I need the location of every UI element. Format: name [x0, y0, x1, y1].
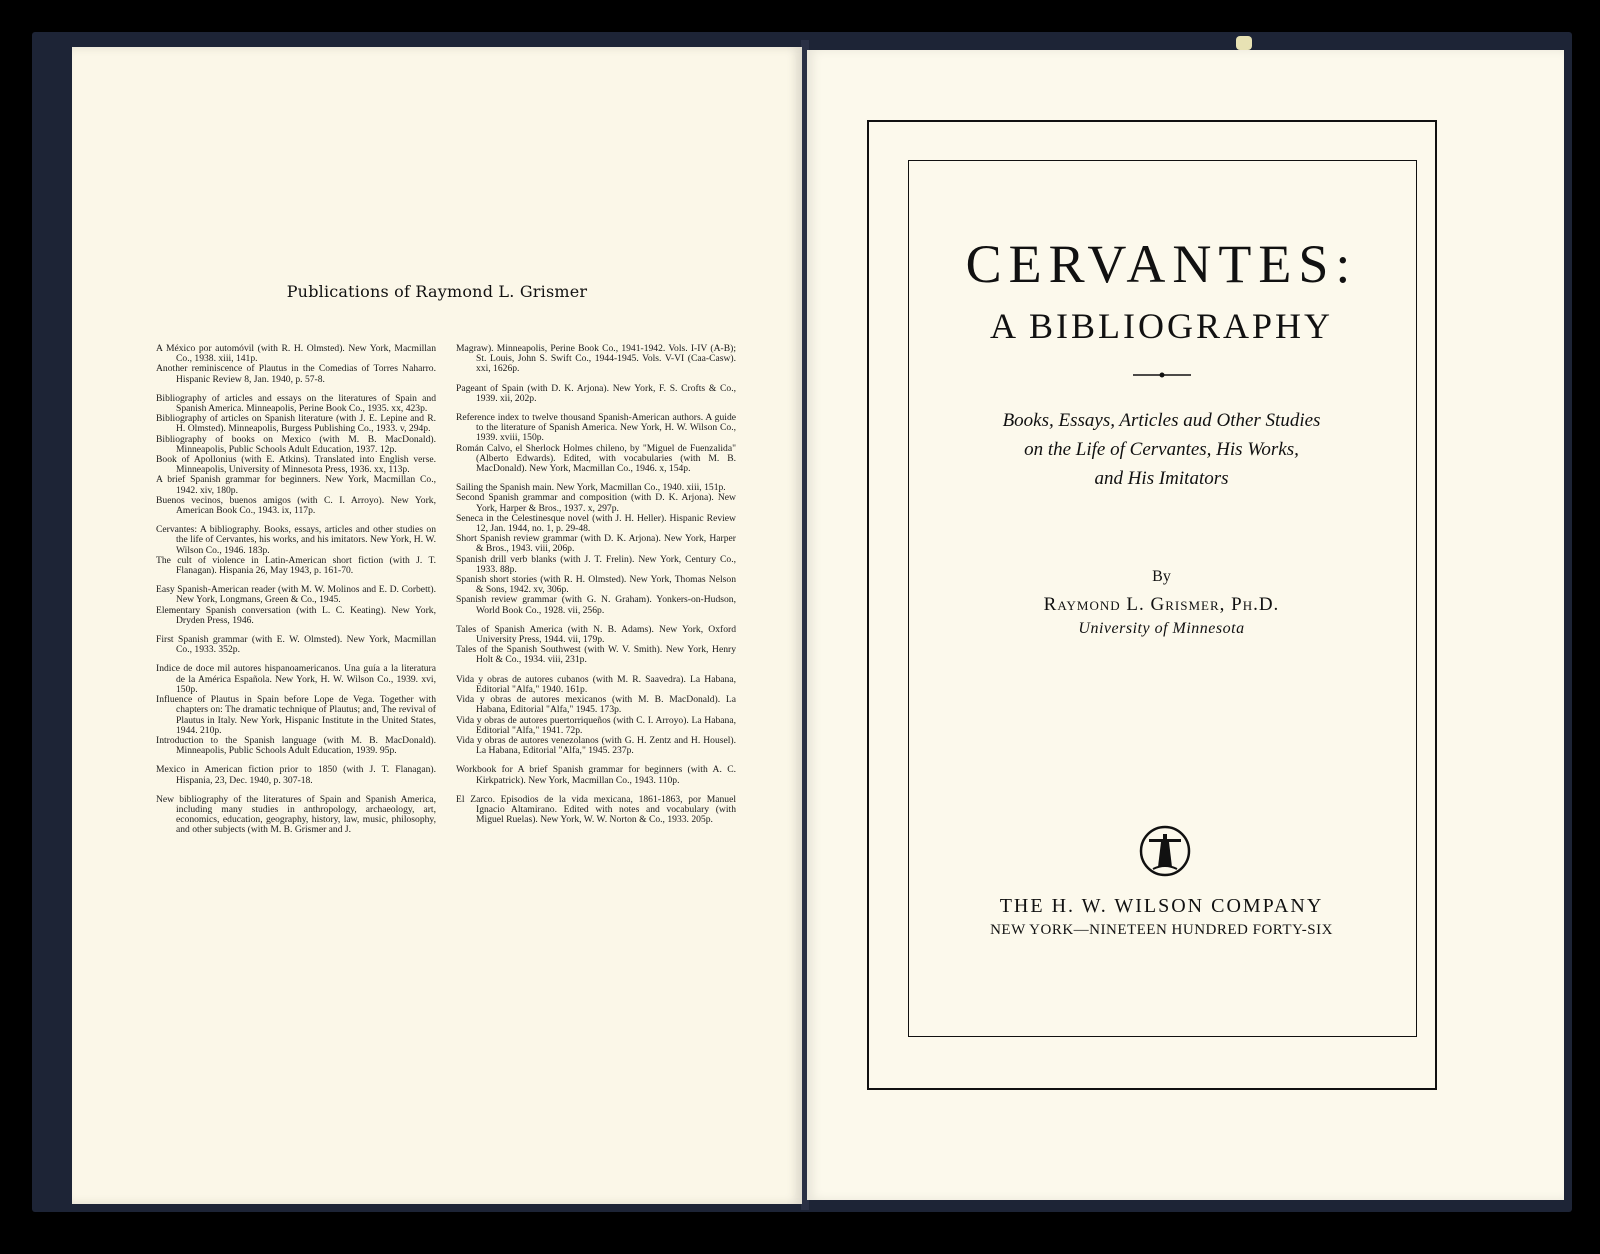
publisher-imprint: NEW YORK—NINETEEN HUNDRED FORTY-SIX: [990, 922, 1333, 938]
bibliography-entry: Reference index to twelve thousand Spanish-American authors. A guide to the literature of Spanish America. New York, H. W. Wilson Co., 1939. xviii, 150p.: [456, 412, 736, 444]
bibliography-entry: The cult of violence in Latin-American short fiction (with J. T. Flanagan). Hispania 26, May 1943, p. 161-70.: [156, 554, 436, 577]
bibliography-entry: Tales of Spanish America (with N. B. Adams). New York, Oxford University Press, 1944. vii, 179p.: [456, 623, 736, 646]
book-subtitle: A BIBLIOGRAPHY: [989, 306, 1334, 346]
bibliography-entry: Vida y obras de autores mexicanos (with M. B. MacDonald). La Habana, Editorial "Alfa," 1945. 173p.: [456, 694, 736, 716]
bibliography-entry: Magraw). Minneapolis, Perine Book Co., 1941-1942. Vols. I-IV (A-B); St. Louis, John S. Swift Co., 1944-1945. Vols. V-VI (Caa-Casw). xxi, 1626p.: [456, 343, 736, 375]
bibliography-entry: Influence of Plautus in Spain before Lope de Vega. Together with chapters on: The dramatic technique of Plautus; and, The revival of Plautus in Italy. New York, Hispanic Institute in the United States, 1944. 210p.: [156, 694, 436, 736]
bibliography-entry: Introduction to the Spanish language (with M. B. MacDonald). Minneapolis, Public Schools Adult Education, 1939. 95p.: [156, 734, 436, 757]
bibliography-entry: Book of Apollonius (with E. Atkins). Translated into English verse. Minneapolis, University of Minnesota Press, 1936. xx, 113p.: [156, 454, 436, 476]
bibliography-entry: Cervantes: A bibliography. Books, essays, articles and other studies on the life of Cervantes, his works, and his imitators. New York, H. W. Wilson Co., 1946. 183p.: [156, 524, 436, 556]
bibliography-entry: Seneca in the Celestinesque novel (with J. H. Heller). Hispanic Review 12, Jan. 1944, no. 1, p. 29-48.: [456, 512, 736, 535]
publications-column-2: [456, 344, 736, 825]
bibliography-entry: Spanish review grammar (with G. N. Graham). Yonkers-on-Hudson, World Book Co., 1928. vii, 256p.: [456, 594, 736, 616]
bibliography-entry: A brief Spanish grammar for beginners. New York, Macmillan Co., 1942. xiv, 180p.: [156, 474, 436, 496]
bibliography-entry: Elementary Spanish conversation (with L. C. Keating). New York, Dryden Press, 1946.: [156, 604, 436, 626]
bibliography-entry: Bibliography of books on Mexico (with M. B. MacDonald). Minneapolis, Public Schools Adult Education, 1937. 12p.: [156, 433, 436, 455]
bibliography-entry: Pageant of Spain (with D. K. Arjona). New York, F. S. Crofts & Co., 1939. xii, 202p.: [456, 382, 736, 404]
publisher-name: THE H. W. WILSON COMPANY: [999, 895, 1324, 917]
bibliography-entry: Spanish drill verb blanks (with J. T. Frelin). New York, Century Co., 1933. 88p.: [456, 553, 736, 575]
bibliography-entry: Buenos vecinos, buenos amigos (with C. I. Arroyo). New York, American Book Co., 1943. ix, 117p.: [156, 494, 436, 517]
bibliography-entry: Spanish short stories (with R. H. Olmsted). New York, Thomas Nelson & Sons, 1942. xv, 306p.: [456, 574, 736, 596]
book-description: [908, 406, 1415, 493]
bibliography-entry: Mexico in American fiction prior to 1850 (with J. T. Flanagan). Hispania, 23, Dec. 1940, p. 307-18.: [156, 764, 436, 786]
left-page: [72, 47, 802, 1204]
bibliography-entry: Román Calvo, el Sherlock Holmes chileno, by "Miguel de Fuenzalida" (Alberto Edwards). Edited, with vocabularies (with M. B. MacDonald). New York, Macmillan Co., 1946. x, 154p.: [456, 442, 736, 475]
author-name: Raymond L. Grismer, Ph.D.: [1043, 594, 1280, 615]
publications-heading: Publications of Raymond L. Grismer: [286, 282, 588, 301]
book-title: CERVANTES:: [965, 234, 1358, 294]
bibliography-entry: New bibliography of the literatures of Spain and Spanish America, including many studies in anthropology, archaeology, art, economics, education, geography, history, law, music, philosophy, and other subjects (with M. B. Grismer and J.: [156, 793, 436, 836]
bibliography-entry: Tales of the Spanish Southwest (with W. V. Smith). New York, Henry Holt & Co., 1934. viii, 231p.: [456, 644, 736, 666]
description-line: and His Imitators: [1094, 468, 1229, 489]
bibliography-entry: Vida y obras de autores cubanos (with M. R. Saavedra). La Habana, Editorial "Alfa," 1940. 161p.: [456, 673, 736, 695]
bibliography-entry: Short Spanish review grammar (with D. K. Arjona). New York, Harper & Bros., 1943. viii, 206p.: [456, 533, 736, 555]
bibliography-entry: First Spanish grammar (with E. W. Olmsted). New York, Macmillan Co., 1933. 352p.: [156, 634, 436, 656]
bibliography-entry: El Zarco. Episodios de la vida mexicana, 1861-1863, por Manuel Ignacio Altamirano. Edited with notes and vocabulary (with Miguel Ruelas). New York, W. W. Norton & Co., 1933. 205p.: [456, 793, 736, 826]
bibliography-entry: Second Spanish grammar and composition (with D. K. Arjona). New York, Harper & Bros., 1937. x, 297p.: [456, 492, 736, 514]
by-label: By: [1152, 568, 1171, 585]
bibliography-entry: Easy Spanish-American reader (with M. W. Molinos and E. D. Corbett). New York, Longmans, Green & Co., 1945.: [156, 584, 436, 606]
bibliography-entry: Bibliography of articles and essays on the literatures of Spain and Spanish America. Minneapolis, Perine Book Co., 1935. xx, 423p.: [156, 392, 436, 415]
ornament-divider-icon: [1133, 372, 1191, 378]
author-affiliation: University of Minnesota: [1078, 620, 1245, 637]
description-line: Books, Essays, Articles aud Other Studies: [1002, 410, 1321, 431]
bibliography-entry: Another reminiscence of Plautus in the Comedias of Torres Naharro. Hispanic Review 8, Jan. 1940, p. 57-8.: [156, 363, 436, 385]
page-tab: [1236, 36, 1252, 50]
bibliography-entry: Vida y obras de autores venezolanos (with G. H. Zentz and H. Housel). La Habana, Editorial "Alfa," 1945. 237p.: [456, 734, 736, 757]
bibliography-entry: Vida y obras de autores puertorriqueños (with C. I. Arroyo). La Habana, Editorial "Alfa," 1941. 72p.: [456, 714, 736, 736]
lighthouse-icon: [1139, 825, 1191, 877]
bibliography-entry: Workbook for A brief Spanish grammar for beginners (with A. C. Kirkpatrick). New York, Macmillan Co., 1943. 110p.: [456, 764, 736, 786]
bibliography-entry: A México por automóvil (with R. H. Olmsted). New York, Macmillan Co., 1938. xiii, 141p.: [156, 343, 436, 365]
description-line: on the Life of Cervantes, His Works,: [1024, 439, 1299, 460]
bibliography-entry: Bibliography of articles on Spanish literature (with J. E. Lepine and R. H. Olmsted). Minneapolis, Burgess Publishing Co., 1933. v, 294p.: [156, 413, 436, 435]
bibliography-entry: Indice de doce mil autores hispanoamericanos. Una guía a la literatura de la América Española. New York, H. W. Wilson Co., 1939. xvi, 150p.: [156, 663, 436, 695]
publications-column-1: [156, 344, 436, 836]
bibliography-entry: Sailing the Spanish main. New York, Macmillan Co., 1940. xiii, 151p.: [456, 482, 726, 494]
